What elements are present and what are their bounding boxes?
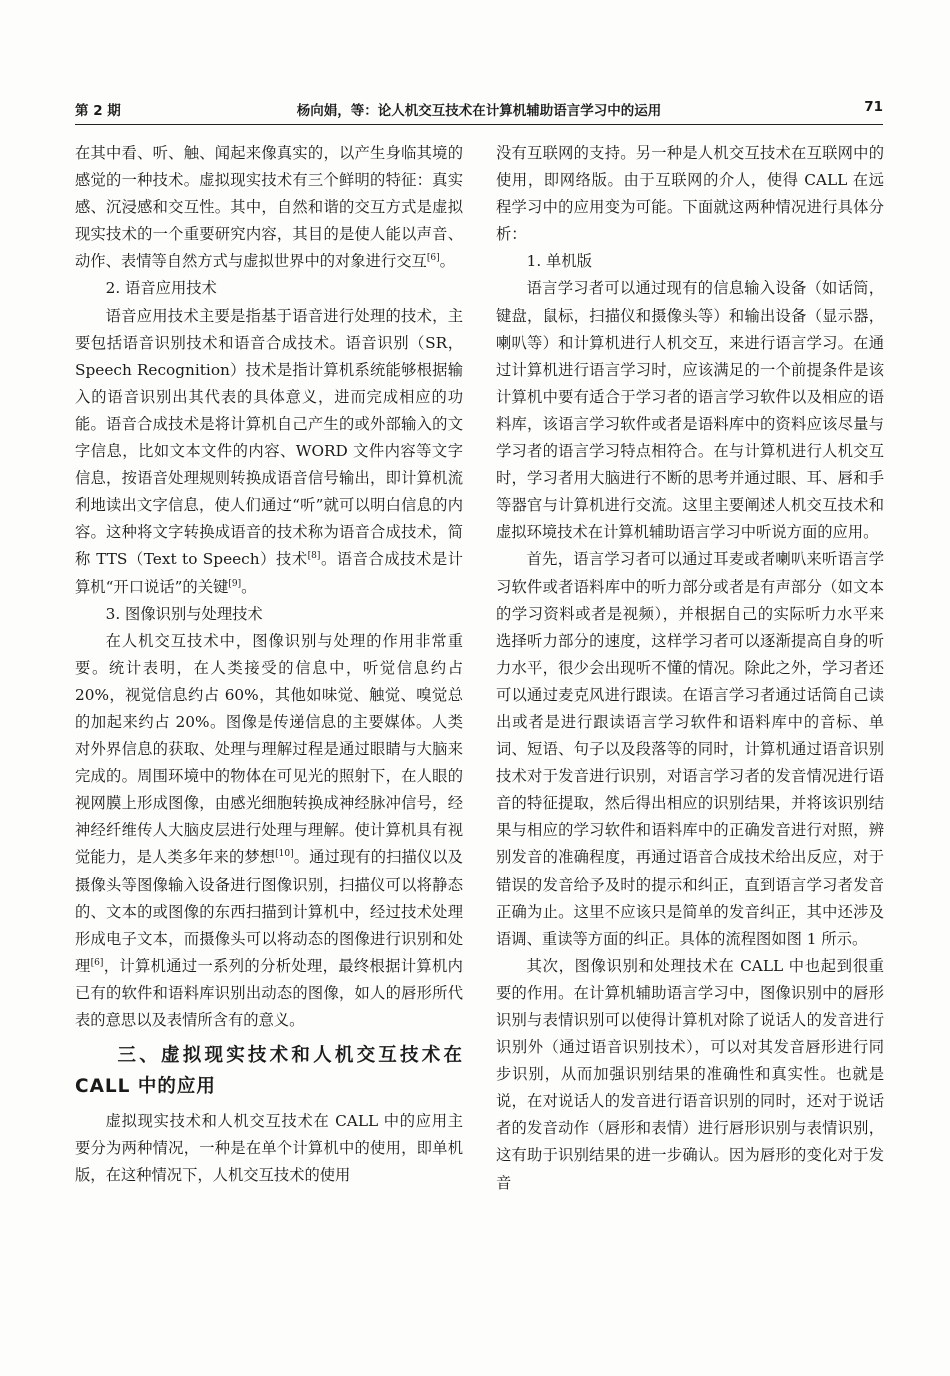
paragraph-text: 在人机交互技术中，图像识别与处理的作用非常重要。统计表明，在人类接受的信息中，听觉信息约占 20%，视觉信息约占 60%，其他如味觉、触觉、嗅觉总的加起来约占 20%。图像是传递信息的主要媒体。人类对外界信息的获取、处理与理解过程是通过眼睛与大脑来完成的。周围环境中的物体在可见光的照射下，在人眼的视网膜上形成图像，由感光细胞转换成神经脉冲信号，经神经纤维传人大脑皮层进行处理与理解。使计算机具有视觉能力，是人类多年来的梦想: [75, 631, 463, 867]
paragraph-text: 。语音合成技术是计算机“开口说话”的关键: [75, 550, 463, 596]
paragraph-text: 。: [241, 577, 257, 596]
page-number: 71: [864, 99, 883, 115]
paragraph: [75, 303, 463, 601]
subsection-heading: 1. 单机版: [526, 252, 592, 271]
paragraph-text: 。通过现有的扫描仪以及摄像头等图像输入设备进行图像识别，扫描仪可以将静态的、文本的或图像的东西扫描到计算机中，经过技术处理形成电子文本，而摄像头可以将动态的图像进行识别和处理: [75, 848, 463, 975]
running-title: 杨向娟，等：论人机交互技术在计算机辅助语言学习中的运用: [296, 103, 662, 119]
paragraph: [75, 140, 463, 275]
citation: [6]: [426, 253, 440, 264]
running-header: [75, 96, 883, 120]
paragraph: 没有互联网的支持。另一种是人机交互技术在互联网中的使用，即网络版。由于互联网的介人，使得 CALL 在远程学习中的应用变为可能。下面就这两种情况进行具体分析：: [496, 144, 884, 244]
issue-number: 第 2 期: [75, 103, 121, 119]
paragraph-text: 。: [439, 252, 455, 271]
citation: [8]: [307, 551, 321, 562]
paragraph: 语言学习者可以通过现有的信息输入设备（如话筒，键盘，鼠标，扫描仪和摄像头等）和输出设备（显示器，喇叭等）和计算机进行人机交互，来进行语言学习。在通过计算机进行语言学习时，应该满足的一个前提条件是该计算机中要有适合于学习者的语言学习软件以及相应的语料库，该语言学习软件或者是语料库中的资料应该尽量与学习者的语言学习特点相符合。在与计算机进行人机交互时，学习者用大脑进行不断的思考并通过眼、耳、唇和手等器官与计算机进行交流。这里主要阐述人机交互技术和虚拟环境技术在计算机辅助语言学习中听说方面的应用。: [496, 279, 884, 542]
citation: [9]: [228, 578, 242, 589]
paragraph: 首先，语言学习者可以通过耳麦或者喇叭来听语言学习软件或者语料库中的听力部分或者是有声部分（如文本的学习资料或者是视频），并根据自己的实际听力水平来选择听力部分的速度，这样学习者可以逐渐提高自身的听力水平，很少会出现听不懂的情况。除此之外，学习者还可以通过麦克风进行跟读。在语言学习者通过话筒自己读出或者是进行跟读语言学习软件和语料库中的音标、单词、短语、句子以及段落等的同时，计算机通过语音识别技术对于发音进行识别，对语言学习者的发音情况进行语音的特征提取，然后得出相应的识别结果，并将该识别结果与相应的学习软件和语料库中的正确发音进行对照，辨别发音的准确程度，再通过语音合成技术给出反应，对于错误的发音给予及时的提示和纠正，直到语言学习者发音正确为止。这里不应该只是简单的发音纠正，其中还涉及语调、重读等方面的纠正。具体的流程图如图 1 所示。: [496, 550, 884, 948]
section-heading: 三、虚拟现实技术和人机交互技术在 CALL 中的应用: [75, 1045, 463, 1098]
paragraph: [75, 628, 463, 1034]
paragraph-text: 语音应用技术主要是指基于语音进行处理的技术，主要包括语音识别技术和语音合成技术。语音识别（SR，Speech Recognition）技术是指计算机系统能够根据输入的语音识别出其代表的具体意义，进而完成相应的功能。语音合成技术是将计算机自己产生的或外部输入的文字信息，比如文本文件的内容、WORD 文件内容等文字信息，按语音处理规则转换成语音信号输出，即计算机流利地读出文字信息，使人们通过“听”就可以明白信息的内容。这种将文字转换成语音的技术称为语音合成技术，简称 TTS（Text to Speech）技术: [75, 306, 463, 569]
paragraph-text: ，计算机通过一系列的分析处理，最终根据计算机内已有的软件和语料库识别出动态的图像，如人的唇形所代表的意思以及表情所含有的意义。: [75, 956, 463, 1029]
paragraph-text: 在其中看、听、触、闻起来像真实的，以产生身临其境的感觉的一种技术。虚拟现实技术有三个鲜明的特征：真实感、沉浸感和交互性。其中，自然和谐的交互方式是虚拟现实技术的一个重要研究内容，其目的是使人能以声音、动作、表情等自然方式与虚拟世界中的对象进行交互: [75, 144, 463, 271]
subsection-heading: 3. 图像识别与处理技术: [105, 604, 263, 623]
right-column: [496, 140, 884, 1197]
left-column: [75, 140, 463, 1189]
subsection-heading: 2. 语音应用技术: [105, 279, 217, 298]
citation: [10]: [275, 849, 294, 860]
header-rule: [75, 124, 883, 125]
paragraph: 其次，图像识别和处理技术在 CALL 中也起到很重要的作用。在计算机辅助语言学习中，图像识别中的唇形识别与表情识别可以使得计算机对除了说话人的发音进行识别外（通过语音识别技术），可以对其发音唇形进行同步识别，从而加强识别结果的准确性和真实性。也就是说，在对说话人的发音进行语音识别的同时，还对于说话者的发音动作（唇形和表情）进行唇形识别与表情识别，这有助于识别结果的进一步确认。因为唇形的变化对于发音: [496, 956, 884, 1192]
paragraph: 虚拟现实技术和人机交互技术在 CALL 中的应用主要分为两种情况，一种是在单个计算机中的使用，即单机版，在这种情况下，人机交互技术的使用: [75, 1112, 463, 1185]
citation: [6]: [90, 957, 104, 968]
